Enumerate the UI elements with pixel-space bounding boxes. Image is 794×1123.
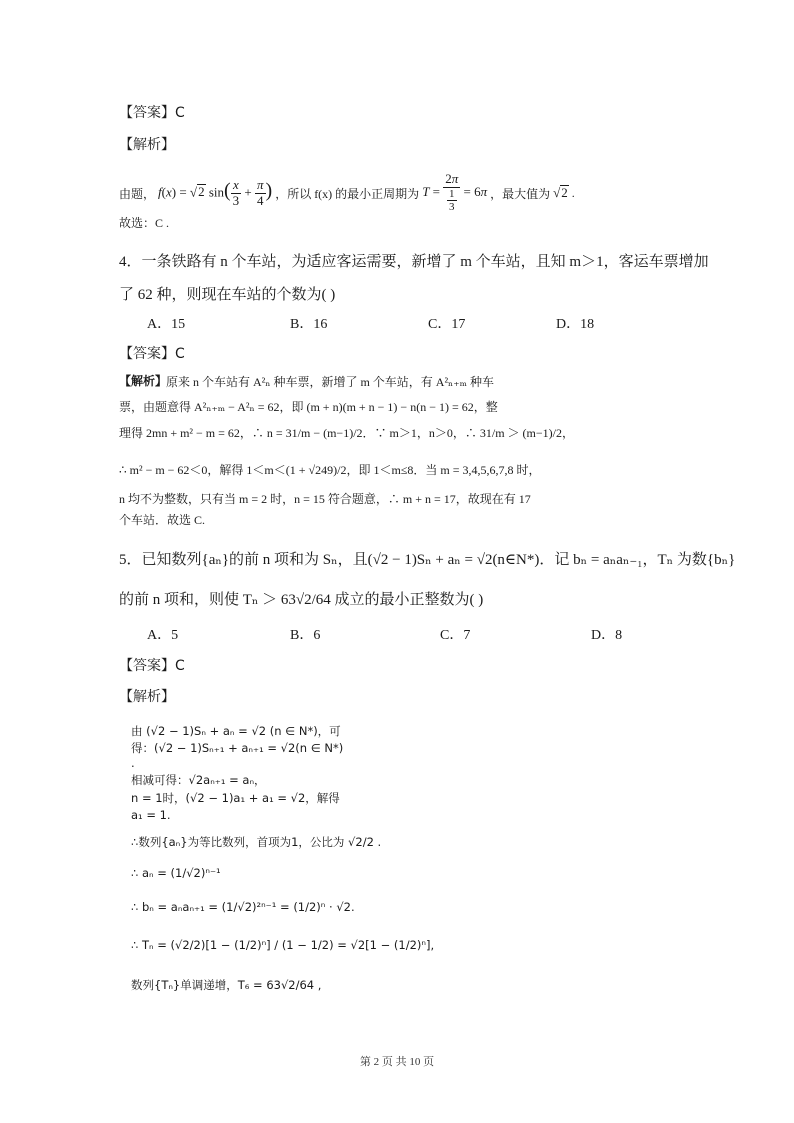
q5-sol-line8: ∴ aₙ = (1/√2)ⁿ⁻¹ <box>131 866 221 880</box>
q4-option-a: A．15 <box>147 317 186 332</box>
q5-sol-line9: ∴ bₙ = aₙaₙ₊₁ = (1/√2)²ⁿ⁻¹ = (1/2)ⁿ · √2. <box>131 900 355 914</box>
q4-sol-line2: 票，由题意得 A²ₙ₊ₘ − A²ₙ = 62，即 (m + n)(m + n − 1) − n(n − 1) = 62，整 <box>119 400 498 414</box>
q5-sol-line7: ∴数列{aₙ}为等比数列，首项为1，公比为 √2/2 . <box>131 835 382 849</box>
q3-analysis-label: 【解析】 <box>119 137 175 153</box>
q3-fx-expr: f(x) = √2 sin( $\frac{x}{3}$ + $\frac{\pi}{4}$ ) <box>158 176 273 208</box>
q4-sol-line5: n 均不为整数，只有当 m = 2 时，n = 15 符合题意，∴ m + n = 17，故现在有 17 <box>119 492 531 506</box>
q5-option-c: C．7 <box>440 628 471 643</box>
q5-sol-line10: ∴ Tₙ = (√2/2)[1 − (1/2)ⁿ] / (1 − 1/2) = √2[1 − (1/2)ⁿ], <box>131 938 435 952</box>
q5-option-b: B．6 <box>290 628 321 643</box>
q4-sol-line3: 理得 2mn + m² − m = 62，∴ n = 31/m − (m−1)/2．∵ m＞1，n＞0，∴ 31/m ＞ (m−1)/2， <box>119 426 574 440</box>
q3-choice-text: 故选：C . <box>119 216 170 230</box>
q5-sol-line1: 由 (√2 − 1)Sₙ + aₙ = √2 (n ∈ N*)，可 <box>131 724 341 738</box>
q4-answer-label: 【答案】C <box>119 346 185 362</box>
q3-period-text: ，所以 f(x) 的最小正周期为 <box>275 186 420 201</box>
q3-solution-prefix: 由题， <box>119 186 156 201</box>
q4-sol-line4: ∴ m² − m − 62＜0，解得 1＜m＜(1 + √249)/2，即 1＜m≤8．当 m = 3,4,5,6,7,8 时， <box>119 463 541 477</box>
q5-option-a: A．5 <box>147 628 179 643</box>
q3-answer-label: 【答案】C <box>119 105 185 121</box>
q4-sol-line6: 个车站．故选 C. <box>119 513 206 527</box>
q5-sol-line3: . <box>131 756 135 770</box>
q5-sol-line2: 得：(√2 − 1)Sₙ₊₁ + aₙ₊₁ = √2(n ∈ N*) <box>131 741 344 755</box>
q4-analysis-label: 【解析】 <box>119 374 168 388</box>
q5-answer-label: 【答案】C <box>119 658 185 674</box>
q3-max-value: √2 <box>553 185 568 200</box>
q5-stem-line2: 的前 n 项和，则使 Tₙ ＞ 63√2/64 成立的最小正整数为( ) <box>119 592 484 608</box>
q4-stem-line1: 4．一条铁路有 n 个车站，为适应客运需要，新增了 m 个车站，且知 m＞1，客运车票增加 <box>119 254 709 270</box>
q4-sol-line1: 原来 n 个车站有 A²ₙ 种车票，新增了 m 个车站，有 A²ₙ₊ₘ 种车 <box>166 375 494 389</box>
q5-sol-line11: 数列{Tₙ}单调递增，T₆ = 63√2/64 , <box>131 978 322 992</box>
q3-solution-line: 由题， f(x) = √2 sin( $\frac{x}{3}$ + $\frac{\pi}{4}$ ) ，所以 f(x) 的最小正周期为 T = $\frac{2\pi}{\frac{1}{3}}$ = 6π ，最大值为 √2 . <box>119 170 575 214</box>
q4-stem-line2: 了 62 种，则现在车站的个数为( ) <box>119 287 336 303</box>
page-footer: 第 2 页 共 10 页 <box>359 1056 435 1068</box>
q5-stem-line1: 5．已知数列{aₙ}的前 n 项和为 Sₙ，且(√2 − 1)Sₙ + aₙ = √2(n∈N*)．记 bₙ = aₙaₙ₋₁，Tₙ 为数{bₙ} <box>119 552 736 568</box>
q5-sol-line6: a₁ = 1. <box>131 808 171 822</box>
q3-max-text: ，最大值为 <box>490 186 551 201</box>
q4-option-d: D．18 <box>556 317 595 332</box>
q5-analysis-label: 【解析】 <box>119 689 175 705</box>
q5-option-d: D．8 <box>591 628 623 643</box>
q4-option-c: C．17 <box>428 317 466 332</box>
q4-option-b: B．16 <box>290 317 328 332</box>
q5-sol-line5: n = 1时，(√2 − 1)a₁ + a₁ = √2，解得 <box>131 791 340 805</box>
q3-period-expr: T = $\frac{2\pi}{\frac{1}{3}}$ = 6π <box>422 170 488 214</box>
q5-sol-line4: 相减可得：√2aₙ₊₁ = aₙ， <box>131 773 266 787</box>
